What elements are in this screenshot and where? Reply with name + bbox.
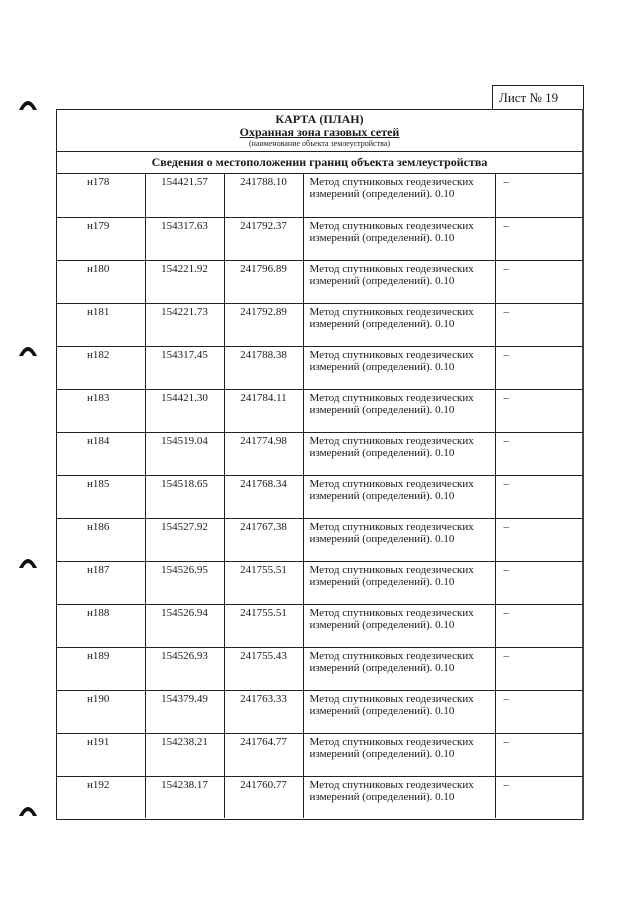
- binder-hole-icon: [17, 90, 39, 112]
- table-row: [57, 604, 583, 647]
- method-cell: Метод спутниковых геодезических измерений (определений). 0.10: [303, 561, 495, 604]
- method-cell: Метод спутниковых геодезических измерений (определений). 0.10: [303, 389, 495, 432]
- point-cell: н179: [57, 217, 145, 260]
- point-cell: н182: [57, 346, 145, 389]
- x-coordinate-cell: 154421.57: [145, 174, 224, 217]
- table-row: [57, 647, 583, 690]
- mark-cell: –: [495, 346, 583, 389]
- y-coordinate-cell: 241774.98: [224, 432, 303, 475]
- y-coordinate-cell: 241760.77: [224, 776, 303, 818]
- table-row: [57, 690, 583, 733]
- mark-cell: –: [495, 518, 583, 561]
- y-coordinate-cell: 241792.89: [224, 303, 303, 346]
- point-cell: н178: [57, 174, 145, 217]
- document-header: [57, 110, 582, 152]
- point-cell: н184: [57, 432, 145, 475]
- x-coordinate-cell: 154379.49: [145, 690, 224, 733]
- table-row: [57, 432, 583, 475]
- point-cell: н181: [57, 303, 145, 346]
- y-coordinate-cell: 241792.37: [224, 217, 303, 260]
- sheet-number: Лист № 19: [492, 85, 584, 110]
- table-row: [57, 346, 583, 389]
- x-coordinate-cell: 154527.92: [145, 518, 224, 561]
- y-coordinate-cell: 241784.11: [224, 389, 303, 432]
- table-row: [57, 776, 583, 818]
- method-cell: Метод спутниковых геодезических измерений (определений). 0.10: [303, 776, 495, 818]
- method-cell: Метод спутниковых геодезических измерений (определений). 0.10: [303, 518, 495, 561]
- x-coordinate-cell: 154238.17: [145, 776, 224, 818]
- section-title: Сведения о местоположении границ объекта землеустройства: [57, 152, 582, 174]
- coordinates-table: [57, 174, 583, 818]
- mark-cell: –: [495, 690, 583, 733]
- mark-cell: –: [495, 432, 583, 475]
- document-title: КАРТА (ПЛАН): [275, 112, 364, 126]
- point-cell: н190: [57, 690, 145, 733]
- mark-cell: –: [495, 561, 583, 604]
- mark-cell: –: [495, 647, 583, 690]
- y-coordinate-cell: 241755.43: [224, 647, 303, 690]
- table-row: [57, 260, 583, 303]
- mark-cell: –: [495, 174, 583, 217]
- table-row: [57, 733, 583, 776]
- x-coordinate-cell: 154238.21: [145, 733, 224, 776]
- point-cell: н185: [57, 475, 145, 518]
- table-row: [57, 475, 583, 518]
- point-cell: н187: [57, 561, 145, 604]
- point-cell: н189: [57, 647, 145, 690]
- method-cell: Метод спутниковых геодезических измерений (определений). 0.10: [303, 260, 495, 303]
- x-coordinate-cell: 154526.95: [145, 561, 224, 604]
- mark-cell: –: [495, 733, 583, 776]
- point-cell: н192: [57, 776, 145, 818]
- point-cell: н191: [57, 733, 145, 776]
- y-coordinate-cell: 241755.51: [224, 561, 303, 604]
- mark-cell: –: [495, 303, 583, 346]
- y-coordinate-cell: 241767.38: [224, 518, 303, 561]
- table-row: [57, 217, 583, 260]
- x-coordinate-cell: 154518.65: [145, 475, 224, 518]
- object-name: Охранная зона газовых сетей: [239, 125, 400, 139]
- document-frame: [56, 109, 584, 820]
- x-coordinate-cell: 154421.30: [145, 389, 224, 432]
- binder-hole-icon: [17, 548, 39, 570]
- mark-cell: –: [495, 260, 583, 303]
- mark-cell: –: [495, 604, 583, 647]
- table-row: [57, 303, 583, 346]
- method-cell: Метод спутниковых геодезических измерений (определений). 0.10: [303, 346, 495, 389]
- x-coordinate-cell: 154317.63: [145, 217, 224, 260]
- y-coordinate-cell: 241755.51: [224, 604, 303, 647]
- mark-cell: –: [495, 389, 583, 432]
- x-coordinate-cell: 154526.93: [145, 647, 224, 690]
- method-cell: Метод спутниковых геодезических измерений (определений). 0.10: [303, 604, 495, 647]
- method-cell: Метод спутниковых геодезических измерений (определений). 0.10: [303, 217, 495, 260]
- method-cell: Метод спутниковых геодезических измерений (определений). 0.10: [303, 475, 495, 518]
- x-coordinate-cell: 154221.73: [145, 303, 224, 346]
- table-row: [57, 561, 583, 604]
- point-cell: н183: [57, 389, 145, 432]
- table-row: [57, 174, 583, 217]
- mark-cell: –: [495, 475, 583, 518]
- binder-hole-icon: [17, 336, 39, 358]
- y-coordinate-cell: 241764.77: [224, 733, 303, 776]
- y-coordinate-cell: 241788.38: [224, 346, 303, 389]
- method-cell: Метод спутниковых геодезических измерений (определений). 0.10: [303, 690, 495, 733]
- point-cell: н188: [57, 604, 145, 647]
- table-row: [57, 389, 583, 432]
- method-cell: Метод спутниковых геодезических измерений (определений). 0.10: [303, 432, 495, 475]
- y-coordinate-cell: 241763.33: [224, 690, 303, 733]
- point-cell: н180: [57, 260, 145, 303]
- method-cell: Метод спутниковых геодезических измерений (определений). 0.10: [303, 733, 495, 776]
- mark-cell: –: [495, 776, 583, 818]
- x-coordinate-cell: 154519.04: [145, 432, 224, 475]
- x-coordinate-cell: 154317.45: [145, 346, 224, 389]
- y-coordinate-cell: 241768.34: [224, 475, 303, 518]
- method-cell: Метод спутниковых геодезических измерений (определений). 0.10: [303, 647, 495, 690]
- y-coordinate-cell: 241788.10: [224, 174, 303, 217]
- method-cell: Метод спутниковых геодезических измерений (определений). 0.10: [303, 303, 495, 346]
- table-row: [57, 518, 583, 561]
- point-cell: н186: [57, 518, 145, 561]
- object-name-caption: (наименование объекта землеустройства): [249, 139, 390, 148]
- x-coordinate-cell: 154221.92: [145, 260, 224, 303]
- y-coordinate-cell: 241796.89: [224, 260, 303, 303]
- binder-hole-icon: [17, 796, 39, 818]
- mark-cell: –: [495, 217, 583, 260]
- method-cell: Метод спутниковых геодезических измерений (определений). 0.10: [303, 174, 495, 217]
- x-coordinate-cell: 154526.94: [145, 604, 224, 647]
